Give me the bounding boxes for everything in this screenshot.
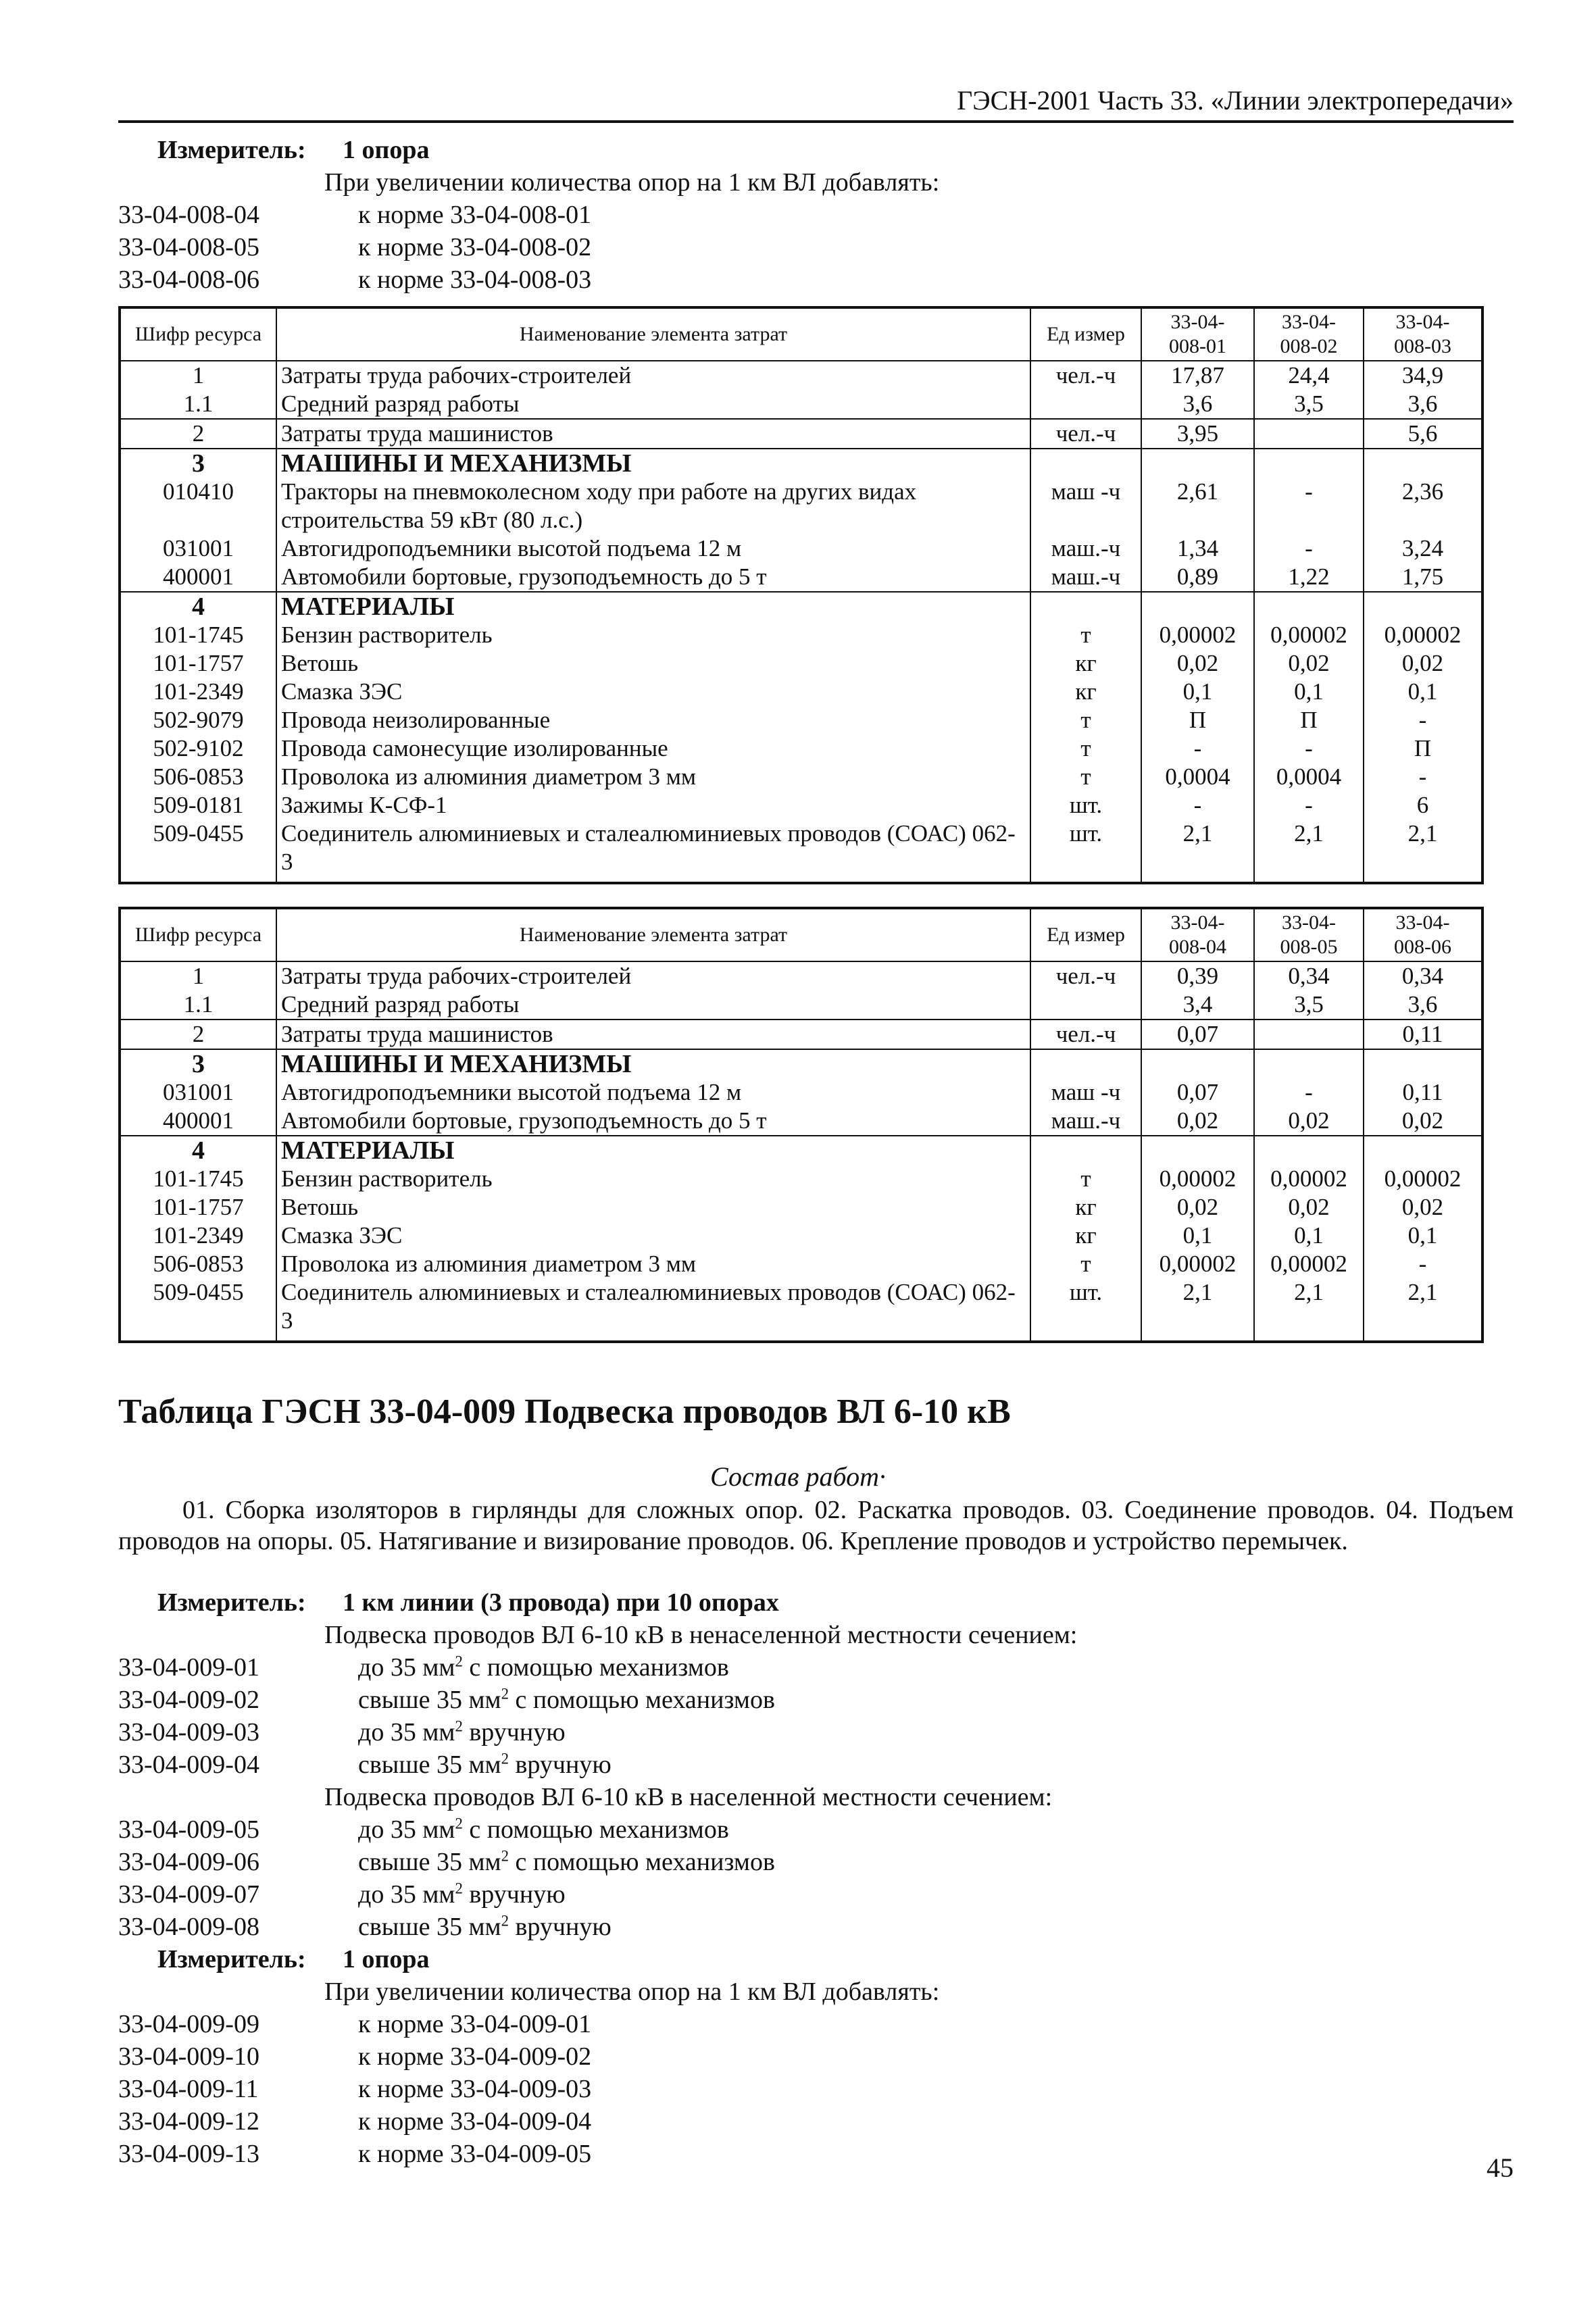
- norm-value: 0,02: [1141, 649, 1254, 678]
- resource-code: 400001: [120, 1107, 276, 1136]
- col-header-norm-part: 33-04-: [1395, 911, 1450, 934]
- resource-code: 101-1745: [120, 621, 276, 649]
- resource-code: 506-0853: [120, 1250, 276, 1278]
- resource-name: МАТЕРИАЛЫ: [276, 1136, 1030, 1165]
- norm-value: 3,6: [1141, 390, 1254, 419]
- composition-title: Состав работ·: [710, 1461, 886, 1492]
- norm-desc-text: вручную: [508, 1913, 612, 1941]
- norm-value: [1364, 1049, 1482, 1078]
- norm-value: -: [1254, 734, 1364, 763]
- col-header-norm-part: 33-04-: [1170, 911, 1225, 934]
- resource-name: Провода неизолированные: [276, 706, 1030, 734]
- col-header-norm-part: 33-04-: [1282, 311, 1336, 333]
- norm-value: 0,02: [1141, 1107, 1254, 1136]
- norm-value: [1141, 1136, 1254, 1165]
- norm-value: -: [1364, 1250, 1482, 1278]
- norm-desc: к норме 33-04-009-04: [358, 2107, 592, 2136]
- norm-desc: к норме 33-04-008-01: [358, 201, 592, 229]
- resource-unit: [1030, 449, 1141, 478]
- table-row: [120, 1136, 1482, 1165]
- table-row: [120, 678, 1482, 706]
- resource-unit: кг: [1030, 1193, 1141, 1222]
- norm-value: 0,00002: [1364, 621, 1482, 649]
- norm-code: 33-04-009-07: [118, 1880, 259, 1909]
- resource-code: 509-0455: [120, 1278, 276, 1342]
- norm-value: [1254, 592, 1364, 621]
- resource-name: Автогидроподъемники высотой подъема 12 м: [276, 1078, 1030, 1107]
- norm-value: 0,07: [1141, 1078, 1254, 1107]
- norm-code: 33-04-008-05: [118, 233, 259, 261]
- norm-value: 0,02: [1364, 1107, 1482, 1136]
- table-row: [120, 449, 1482, 478]
- superscript: 2: [455, 1880, 463, 1897]
- intro-text: При увеличении количества опор на 1 км ВЛ добавлять:: [324, 168, 940, 197]
- resource-name: Автомобили бортовые, грузоподъемность до 5 т: [276, 1107, 1030, 1136]
- superscript: 2: [501, 1685, 509, 1703]
- norm-value: 0,39: [1141, 961, 1254, 990]
- norm-code: 33-04-009-05: [118, 1815, 259, 1844]
- resource-name: МАШИНЫ И МЕХАНИЗМЫ: [276, 449, 1030, 478]
- norm-desc-text: с помощью механизмов: [462, 1653, 729, 1682]
- resource-code: 101-2349: [120, 1222, 276, 1250]
- table-row: [120, 478, 1482, 534]
- norm-value: [1254, 449, 1364, 478]
- norm-desc-text: до 35 мм: [358, 1880, 455, 1909]
- norm-value: 0,00002: [1254, 1250, 1364, 1278]
- norm-value: 0,11: [1364, 1020, 1482, 1049]
- norm-value: 5,6: [1364, 419, 1482, 449]
- norm-code: 33-04-009-02: [118, 1686, 259, 1714]
- norm-value: 0,00002: [1141, 1165, 1254, 1193]
- resource-name: Бензин растворитель: [276, 621, 1030, 649]
- norm-desc: к норме 33-04-009-05: [358, 2140, 592, 2168]
- table-row: [120, 1278, 1482, 1342]
- resource-unit: [1030, 1136, 1141, 1165]
- norm-value: 0,1: [1364, 1222, 1482, 1250]
- table-row: [120, 621, 1482, 649]
- superscript: 2: [501, 1750, 509, 1767]
- norm-value: 0,1: [1254, 1222, 1364, 1250]
- norm-code: 33-04-009-12: [118, 2107, 259, 2136]
- norm-value: [1141, 1049, 1254, 1078]
- table-row: [120, 534, 1482, 563]
- col-header-norm: [1141, 307, 1254, 361]
- resource-unit: [1030, 592, 1141, 621]
- superscript: 2: [455, 1653, 463, 1670]
- table-row: [120, 734, 1482, 763]
- norm-value: 0,02: [1254, 1193, 1364, 1222]
- resource-code: 502-9079: [120, 706, 276, 734]
- resource-unit: [1030, 1049, 1141, 1078]
- norm-desc: [358, 1749, 612, 1781]
- norm-desc: [358, 1716, 566, 1749]
- norm-desc: к норме 33-04-009-02: [358, 2042, 592, 2071]
- resource-name: Средний разряд работы: [276, 990, 1030, 1020]
- norm-code: 33-04-008-04: [118, 201, 259, 229]
- col-header-norm-part: 33-04-: [1170, 311, 1225, 333]
- resource-code: 1: [120, 961, 276, 990]
- norm-desc: [358, 1911, 612, 1943]
- norm-value: 0,02: [1254, 649, 1364, 678]
- norm-value: 2,61: [1141, 478, 1254, 534]
- norm-desc-text: свыше 35 мм: [358, 1913, 501, 1941]
- section-title: Таблица ГЭСН 33-04-009 Подвеска проводов ВЛ 6-10 кВ: [118, 1392, 1011, 1431]
- norm-code: 33-04-008-06: [118, 266, 259, 294]
- col-header-norm-part: 008-01: [1169, 335, 1226, 357]
- norm-value: -: [1364, 706, 1482, 734]
- norm-desc-text: с помощью механизмов: [462, 1815, 729, 1844]
- col-header-unit: Ед измер: [1030, 908, 1141, 961]
- norm-code: 33-04-009-11: [118, 2075, 259, 2103]
- norm-value: -: [1364, 763, 1482, 791]
- resource-unit: шт.: [1030, 820, 1141, 883]
- norm-desc: к норме 33-04-008-02: [358, 233, 592, 261]
- resource-code: 031001: [120, 534, 276, 563]
- table-row: [120, 820, 1482, 883]
- resource-unit: маш.-ч: [1030, 1107, 1141, 1136]
- resource-name: Ветошь: [276, 1193, 1030, 1222]
- norm-value: 0,00002: [1141, 621, 1254, 649]
- norm-value: 0,02: [1141, 1193, 1254, 1222]
- norm-value: -: [1141, 791, 1254, 820]
- resource-unit: маш.-ч: [1030, 534, 1141, 563]
- norm-value: 0,1: [1141, 1222, 1254, 1250]
- norm-value: [1364, 449, 1482, 478]
- table-row: [120, 791, 1482, 820]
- resource-name: Тракторы на пневмоколесном ходу при работе на других видах строительства 59 кВт (80 л.с.): [276, 478, 1030, 534]
- col-header-norm: [1364, 908, 1482, 961]
- resource-code: 101-2349: [120, 678, 276, 706]
- resource-code: 1: [120, 361, 276, 390]
- col-header-name: Наименование элемента затрат: [276, 307, 1030, 361]
- norm-value: 1,22: [1254, 563, 1364, 592]
- norm-value: 0,07: [1141, 1020, 1254, 1049]
- norm-value: [1141, 592, 1254, 621]
- norm-desc: [358, 1813, 729, 1846]
- norm-value: 0,0004: [1141, 763, 1254, 791]
- table-row: [120, 1049, 1482, 1078]
- norm-value: 0,1: [1254, 678, 1364, 706]
- resource-code: 4: [120, 592, 276, 621]
- norm-value: 0,1: [1364, 678, 1482, 706]
- norm-value: [1254, 419, 1364, 449]
- norm-desc: к норме 33-04-009-03: [358, 2075, 592, 2103]
- col-header-norm-part: 008-05: [1280, 936, 1338, 958]
- norm-code: 33-04-009-08: [118, 1913, 259, 1941]
- meter-value: 1 опора: [343, 1945, 430, 1973]
- resource-unit: маш -ч: [1030, 478, 1141, 534]
- table-row: [120, 1078, 1482, 1107]
- resource-code: 509-0181: [120, 791, 276, 820]
- norm-value: 3,4: [1141, 990, 1254, 1020]
- norm-code: 33-04-009-06: [118, 1848, 259, 1876]
- resource-name: Провода самонесущие изолированные: [276, 734, 1030, 763]
- table-row: [120, 961, 1482, 990]
- resource-code: 031001: [120, 1078, 276, 1107]
- resource-unit: т: [1030, 1250, 1141, 1278]
- norm-code: 33-04-009-04: [118, 1751, 259, 1779]
- norm-desc-text: до 35 мм: [358, 1718, 455, 1746]
- resource-code: 101-1745: [120, 1165, 276, 1193]
- col-header-unit: Ед измер: [1030, 307, 1141, 361]
- resource-name: Затраты труда машинистов: [276, 419, 1030, 449]
- table-row: [120, 1222, 1482, 1250]
- resource-unit: [1030, 390, 1141, 419]
- resource-name: Ветошь: [276, 649, 1030, 678]
- norm-value: 2,1: [1254, 820, 1364, 883]
- page-number: 45: [1487, 2153, 1514, 2183]
- group-title: Подвеска проводов ВЛ 6-10 кВ в ненаселенной местности сечением:: [324, 1621, 1078, 1649]
- norm-value: 0,00002: [1141, 1250, 1254, 1278]
- norm-code: 33-04-009-09: [118, 2010, 259, 2038]
- norm-value: 3,5: [1254, 990, 1364, 1020]
- norm-value: 0,11: [1364, 1078, 1482, 1107]
- norm-value: -: [1254, 478, 1364, 534]
- table-row: [120, 390, 1482, 419]
- meter-value: 1 опора: [343, 136, 430, 164]
- superscript: 2: [455, 1815, 463, 1832]
- norm-value: -: [1254, 1078, 1364, 1107]
- norm-value: [1254, 1136, 1364, 1165]
- norm-value: 0,34: [1364, 961, 1482, 990]
- resource-unit: маш -ч: [1030, 1078, 1141, 1107]
- norm-desc-text: свыше 35 мм: [358, 1751, 501, 1779]
- running-header: ГЭСН-2001 Часть 33. «Линии электропередачи»: [957, 85, 1514, 116]
- table-row: [120, 706, 1482, 734]
- resource-name: Средний разряд работы: [276, 390, 1030, 419]
- group-title: Подвеска проводов ВЛ 6-10 кВ в населенной местности сечением:: [324, 1783, 1053, 1811]
- header-rule: [118, 120, 1514, 123]
- norm-desc: [358, 1651, 729, 1684]
- table-row: [120, 763, 1482, 791]
- norm-desc-text: свыше 35 мм: [358, 1686, 501, 1714]
- norm-value: 0,02: [1254, 1107, 1364, 1136]
- resource-unit: кг: [1030, 649, 1141, 678]
- norm-code: 33-04-009-03: [118, 1718, 259, 1746]
- norm-desc-text: вручную: [462, 1880, 566, 1909]
- resource-unit: кг: [1030, 1222, 1141, 1250]
- superscript: 2: [501, 1847, 509, 1865]
- superscript: 2: [501, 1912, 509, 1930]
- resource-name: Проволока из алюминия диаметром 3 мм: [276, 763, 1030, 791]
- superscript: 2: [455, 1717, 463, 1735]
- norm-value: П: [1141, 706, 1254, 734]
- table-row: [120, 1165, 1482, 1193]
- resource-code: 502-9102: [120, 734, 276, 763]
- resource-table-1: [118, 306, 1484, 884]
- resource-name: Соединитель алюминиевых и сталеалюминиевых проводов (СОАС) 062-3: [276, 1278, 1030, 1342]
- meter-value: 1 км линии (3 провода) при 10 опорах: [343, 1588, 779, 1617]
- norm-desc: к норме 33-04-008-03: [358, 266, 592, 294]
- norm-value: 1,34: [1141, 534, 1254, 563]
- resource-unit: т: [1030, 621, 1141, 649]
- resource-name: Соединитель алюминиевых и сталеалюминиевых проводов (СОАС) 062-3: [276, 820, 1030, 883]
- col-header-norm-part: 33-04-: [1395, 311, 1450, 333]
- table-row: [120, 563, 1482, 592]
- resource-name: Затраты труда рабочих-строителей: [276, 961, 1030, 990]
- resource-table-2: [118, 907, 1484, 1343]
- norm-value: 0,0004: [1254, 763, 1364, 791]
- resource-unit: т: [1030, 763, 1141, 791]
- resource-code: 509-0455: [120, 820, 276, 883]
- meter-label: Измеритель:: [157, 136, 306, 164]
- norm-value: 34,9: [1364, 361, 1482, 390]
- resource-code: 3: [120, 449, 276, 478]
- norm-value: 0,34: [1254, 961, 1364, 990]
- resource-name: Бензин растворитель: [276, 1165, 1030, 1193]
- resource-code: 506-0853: [120, 763, 276, 791]
- table-row: [120, 649, 1482, 678]
- resource-code: 1.1: [120, 390, 276, 419]
- norm-value: 3,5: [1254, 390, 1364, 419]
- col-header-norm-part: 008-06: [1394, 936, 1451, 958]
- table-row: [120, 1250, 1482, 1278]
- norm-code: 33-04-009-10: [118, 2042, 259, 2071]
- table-row: [120, 419, 1482, 449]
- table-row: [120, 990, 1482, 1020]
- norm-value: 0,89: [1141, 563, 1254, 592]
- norm-value: 24,4: [1254, 361, 1364, 390]
- norm-value: 2,1: [1364, 820, 1482, 883]
- resource-unit: т: [1030, 734, 1141, 763]
- norm-value: 2,1: [1141, 1278, 1254, 1342]
- resource-name: Смазка ЗЭС: [276, 678, 1030, 706]
- table-row: [120, 1193, 1482, 1222]
- resource-unit: чел.-ч: [1030, 361, 1141, 390]
- norm-value: [1254, 1020, 1364, 1049]
- meter-label: Измеритель:: [157, 1945, 306, 1973]
- resource-unit: шт.: [1030, 791, 1141, 820]
- norm-value: 2,1: [1141, 820, 1254, 883]
- resource-name: МАТЕРИАЛЫ: [276, 592, 1030, 621]
- resource-name: Затраты труда машинистов: [276, 1020, 1030, 1049]
- resource-code: 010410: [120, 478, 276, 534]
- resource-unit: т: [1030, 706, 1141, 734]
- norm-desc-text: до 35 мм: [358, 1815, 455, 1844]
- norm-value: 0,02: [1364, 1193, 1482, 1222]
- resource-unit: шт.: [1030, 1278, 1141, 1342]
- norm-value: 6: [1364, 791, 1482, 820]
- col-header-norm: [1141, 908, 1254, 961]
- resource-unit: чел.-ч: [1030, 419, 1141, 449]
- resource-code: 101-1757: [120, 649, 276, 678]
- resource-name: Зажимы К-СФ-1: [276, 791, 1030, 820]
- norm-value: 3,24: [1364, 534, 1482, 563]
- resource-name: Автомобили бортовые, грузоподъемность до 5 т: [276, 563, 1030, 592]
- norm-value: 17,87: [1141, 361, 1254, 390]
- col-header-norm-part: 008-04: [1169, 936, 1226, 958]
- resource-code: 2: [120, 419, 276, 449]
- resource-unit: маш.-ч: [1030, 563, 1141, 592]
- col-header-norm-part: 008-02: [1280, 335, 1338, 357]
- norm-value: 3,6: [1364, 390, 1482, 419]
- norm-value: 0,00002: [1254, 1165, 1364, 1193]
- resource-name: Проволока из алюминия диаметром 3 мм: [276, 1250, 1030, 1278]
- col-header-code: Шифр ресурса: [120, 908, 276, 961]
- resource-name: МАШИНЫ И МЕХАНИЗМЫ: [276, 1049, 1030, 1078]
- table-row: [120, 592, 1482, 621]
- norm-value: -: [1254, 534, 1364, 563]
- resource-code: 400001: [120, 563, 276, 592]
- norm-value: [1364, 592, 1482, 621]
- table-row: [120, 1107, 1482, 1136]
- resource-name: Автогидроподъемники высотой подъема 12 м: [276, 534, 1030, 563]
- col-header-name: Наименование элемента затрат: [276, 908, 1030, 961]
- norm-value: 0,00002: [1254, 621, 1364, 649]
- norm-desc: к норме 33-04-009-01: [358, 2010, 592, 2038]
- norm-desc-text: с помощью механизмов: [508, 1686, 775, 1714]
- group-title: При увеличении количества опор на 1 км ВЛ добавлять:: [324, 1978, 940, 2006]
- resource-code: 1.1: [120, 990, 276, 1020]
- composition-text: 01. Сборка изоляторов в гирлянды для сложных опор. 02. Раскатка проводов. 03. Соединение проводов. 04. Подъем проводов на опоры. 05. Натягивание и визирование проводов. 06. Крепление проводов и устройство перемычек.: [118, 1496, 1514, 1555]
- norm-value: -: [1141, 734, 1254, 763]
- norm-value: 2,36: [1364, 478, 1482, 534]
- resource-unit: т: [1030, 1165, 1141, 1193]
- resource-unit: кг: [1030, 678, 1141, 706]
- resource-unit: [1030, 990, 1141, 1020]
- norm-value: [1141, 449, 1254, 478]
- table-row: [120, 1020, 1482, 1049]
- meter-label: Измеритель:: [157, 1588, 306, 1617]
- col-header-norm: [1364, 307, 1482, 361]
- norm-desc-text: свыше 35 мм: [358, 1848, 501, 1876]
- norm-value: 0,02: [1364, 649, 1482, 678]
- norm-value: 2,1: [1254, 1278, 1364, 1342]
- norm-value: -: [1254, 791, 1364, 820]
- norm-desc-text: с помощью механизмов: [508, 1848, 775, 1876]
- norm-value: 3,6: [1364, 990, 1482, 1020]
- norm-value: 1,75: [1364, 563, 1482, 592]
- resource-name: Смазка ЗЭС: [276, 1222, 1030, 1250]
- norm-value: [1364, 1136, 1482, 1165]
- norm-desc: [358, 1878, 566, 1911]
- col-header-code: Шифр ресурса: [120, 307, 276, 361]
- norm-desc: [358, 1846, 775, 1878]
- norm-code: 33-04-009-13: [118, 2140, 259, 2168]
- norm-value: П: [1254, 706, 1364, 734]
- resource-code: 2: [120, 1020, 276, 1049]
- resource-unit: чел.-ч: [1030, 1020, 1141, 1049]
- col-header-norm-part: 33-04-: [1282, 911, 1336, 934]
- table-row: [120, 361, 1482, 390]
- resource-code: 101-1757: [120, 1193, 276, 1222]
- norm-value: 3,95: [1141, 419, 1254, 449]
- col-header-norm: [1254, 307, 1364, 361]
- norm-desc-text: вручную: [462, 1718, 566, 1746]
- resource-code: 4: [120, 1136, 276, 1165]
- norm-code: 33-04-009-01: [118, 1653, 259, 1682]
- norm-desc-text: вручную: [508, 1751, 612, 1779]
- norm-value: 0,1: [1141, 678, 1254, 706]
- resource-unit: чел.-ч: [1030, 961, 1141, 990]
- norm-desc-text: до 35 мм: [358, 1653, 455, 1682]
- norm-desc: [358, 1684, 775, 1716]
- norm-value: 2,1: [1364, 1278, 1482, 1342]
- norm-value: П: [1364, 734, 1482, 763]
- resource-code: 3: [120, 1049, 276, 1078]
- col-header-norm: [1254, 908, 1364, 961]
- col-header-norm-part: 008-03: [1394, 335, 1451, 357]
- norm-value: [1254, 1049, 1364, 1078]
- norm-value: 0,00002: [1364, 1165, 1482, 1193]
- resource-name: Затраты труда рабочих-строителей: [276, 361, 1030, 390]
